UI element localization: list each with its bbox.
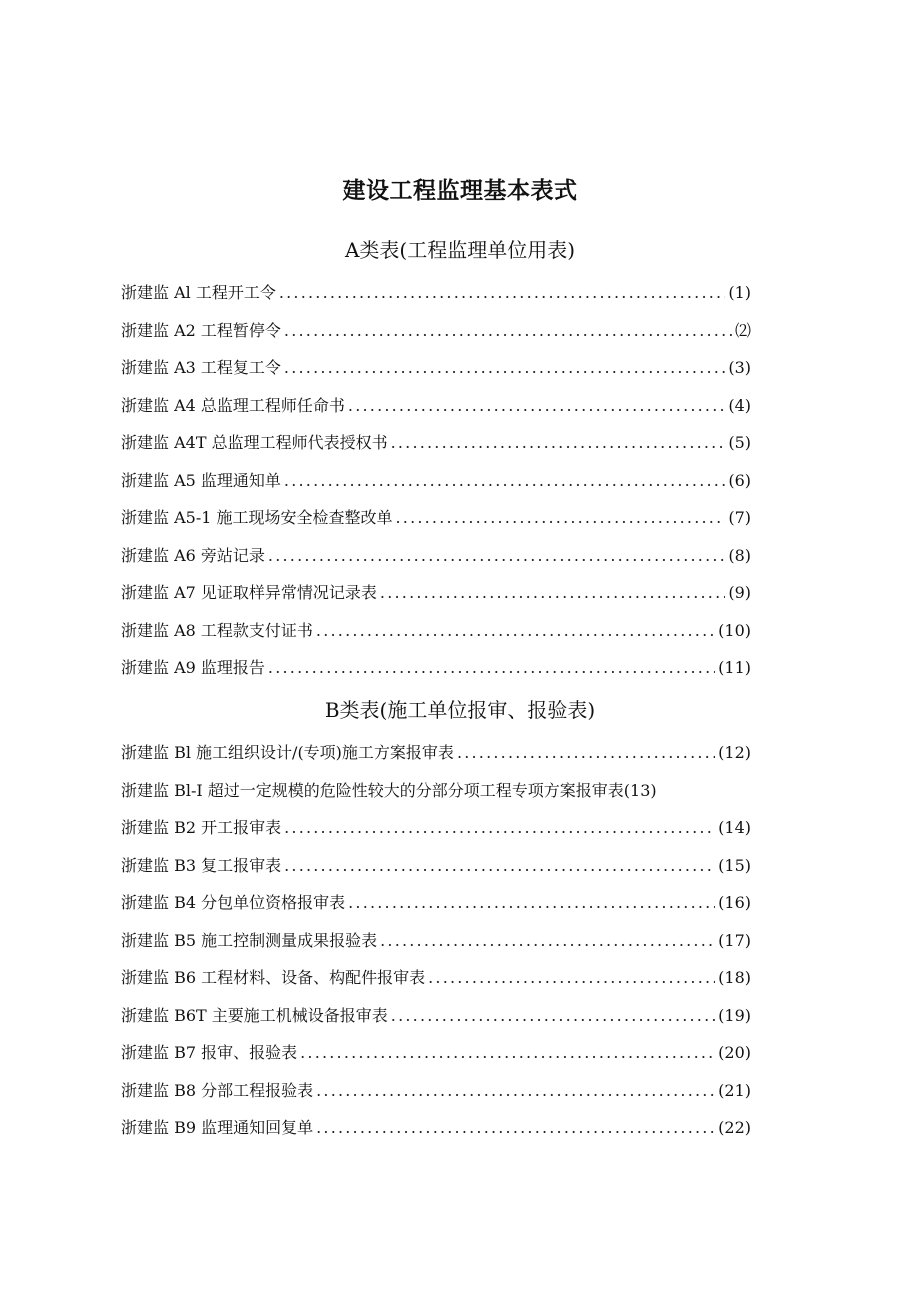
toc-entry-label: 浙建监 B5 施工控制测量成果报验表	[121, 930, 378, 950]
section-b-title: B类表(施工单位报审、报验表)	[324, 698, 596, 722]
toc-entry	[121, 655, 751, 693]
section-b-toc	[121, 740, 751, 1153]
toc-dot-leader	[316, 1118, 715, 1137]
toc-entry-page-number: (21)	[718, 1080, 751, 1100]
toc-entry	[121, 965, 751, 1003]
toc-entry-page-number: (11)	[718, 658, 751, 677]
toc-entry	[121, 1003, 751, 1041]
toc-dot-leader	[380, 583, 725, 602]
toc-entry-label: 浙建监 A4T 总监理工程师代表授权书	[121, 433, 388, 452]
toc-dot-leader	[268, 546, 725, 565]
toc-entry	[121, 318, 751, 356]
toc-dot-leader	[284, 856, 715, 875]
toc-entry-page-number: (20)	[718, 1043, 751, 1062]
toc-entry-label: 浙建监 B6T 主要施工机械设备报审表	[121, 1005, 388, 1025]
toc-entry	[121, 815, 751, 853]
toc-entry-page-number: (7)	[728, 508, 751, 527]
toc-dot-leader	[284, 471, 725, 490]
toc-entry-label: 浙建监 A5 监理通知单	[121, 470, 281, 490]
toc-entry-page-number: (12)	[718, 743, 751, 762]
toc-dot-leader	[348, 893, 715, 912]
toc-entry	[121, 430, 751, 468]
toc-entry-label: 浙建监 B9 监理通知回复单	[121, 1118, 314, 1137]
toc-entry-label: 浙建监 A5-1 施工现场安全检查整改单	[121, 508, 393, 527]
toc-entry	[121, 853, 751, 891]
toc-entry-label: 浙建监 A2 工程暂停令	[121, 320, 281, 340]
toc-dot-leader	[391, 433, 726, 452]
toc-entry	[121, 618, 751, 656]
toc-entry-page-number: (4)	[728, 395, 751, 415]
toc-dot-leader	[457, 743, 715, 762]
toc-entry	[121, 1078, 751, 1116]
toc-entry-label: 浙建监 Al 工程开工令	[121, 283, 276, 302]
toc-entry-page-number: ⑵	[734, 320, 751, 340]
toc-entry	[121, 393, 751, 431]
toc-dot-leader	[316, 621, 715, 640]
section-a-toc	[121, 280, 751, 693]
toc-dot-leader	[284, 818, 715, 837]
toc-entry-label: 浙建监 A8 工程款支付证书	[121, 620, 313, 640]
toc-dot-leader	[284, 321, 732, 340]
toc-entry-page-number: (1)	[728, 283, 751, 302]
toc-dot-leader	[396, 508, 726, 527]
toc-entry-label: 浙建监 B4 分包单位资格报审表	[121, 893, 346, 912]
toc-entry-label: 浙建监 A6 旁站记录	[121, 545, 265, 565]
toc-entry	[121, 928, 751, 966]
toc-entry-page-number: (8)	[728, 545, 751, 565]
toc-entry-page-number: (10)	[718, 620, 751, 640]
toc-entry-label: 浙建监 Bl-I 超过一定规模的危险性较大的分部分项工程专项方案报审表(13)	[121, 780, 657, 800]
toc-dot-leader	[348, 396, 725, 415]
toc-entry-label: 浙建监 A3 工程复工令	[121, 358, 281, 377]
toc-dot-leader	[279, 283, 725, 302]
toc-entry-label: 浙建监 A7 见证取样异常情况记录表	[121, 583, 377, 602]
toc-dot-leader	[300, 1043, 715, 1062]
toc-dot-leader	[380, 931, 715, 950]
toc-entry-label: 浙建监 B3 复工报审表	[121, 855, 282, 875]
toc-dot-leader	[284, 358, 725, 377]
toc-entry	[121, 580, 751, 618]
toc-entry-page-number: (5)	[728, 433, 751, 452]
toc-entry	[121, 505, 751, 543]
toc-entry	[121, 890, 751, 928]
toc-entry-page-number: (17)	[718, 930, 751, 950]
toc-dot-leader	[428, 968, 715, 987]
document-title: 建设工程监理基本表式	[342, 178, 578, 204]
toc-entry	[121, 740, 751, 778]
toc-dot-leader	[268, 658, 715, 677]
toc-entry-label: 浙建监 A9 监理报告	[121, 658, 265, 677]
toc-entry-label: 浙建监 B8 分部工程报验表	[121, 1080, 314, 1100]
toc-entry-page-number: (15)	[718, 855, 751, 875]
toc-entry	[121, 1040, 751, 1078]
toc-entry-page-number: (19)	[718, 1005, 751, 1025]
toc-entry-label: 浙建监 Bl 施工组织设计/(专项)施工方案报审表	[121, 743, 454, 762]
toc-entry-label: 浙建监 B6 工程材料、设备、构配件报审表	[121, 968, 426, 987]
toc-entry-label: 浙建监 B2 开工报审表	[121, 818, 282, 837]
toc-entry-page-number: (18)	[718, 968, 751, 987]
toc-entry-page-number: (6)	[728, 470, 751, 490]
toc-entry	[121, 778, 751, 816]
toc-entry	[121, 543, 751, 581]
toc-entry-page-number: (22)	[718, 1118, 751, 1137]
toc-entry-page-number: (16)	[718, 893, 751, 912]
toc-entry-page-number: (14)	[718, 818, 751, 837]
toc-entry	[121, 468, 751, 506]
toc-entry-page-number: (3)	[728, 358, 751, 377]
toc-entry-label: 浙建监 A4 总监理工程师任命书	[121, 395, 345, 415]
toc-entry-label: 浙建监 B7 报审、报验表	[121, 1043, 298, 1062]
toc-entry	[121, 355, 751, 393]
toc-dot-leader	[316, 1081, 715, 1100]
toc-entry	[121, 280, 751, 318]
toc-entry-page-number: (9)	[728, 583, 751, 602]
section-a-title: A类表(工程监理单位用表)	[344, 238, 576, 262]
toc-entry	[121, 1115, 751, 1153]
toc-dot-leader	[391, 1006, 715, 1025]
